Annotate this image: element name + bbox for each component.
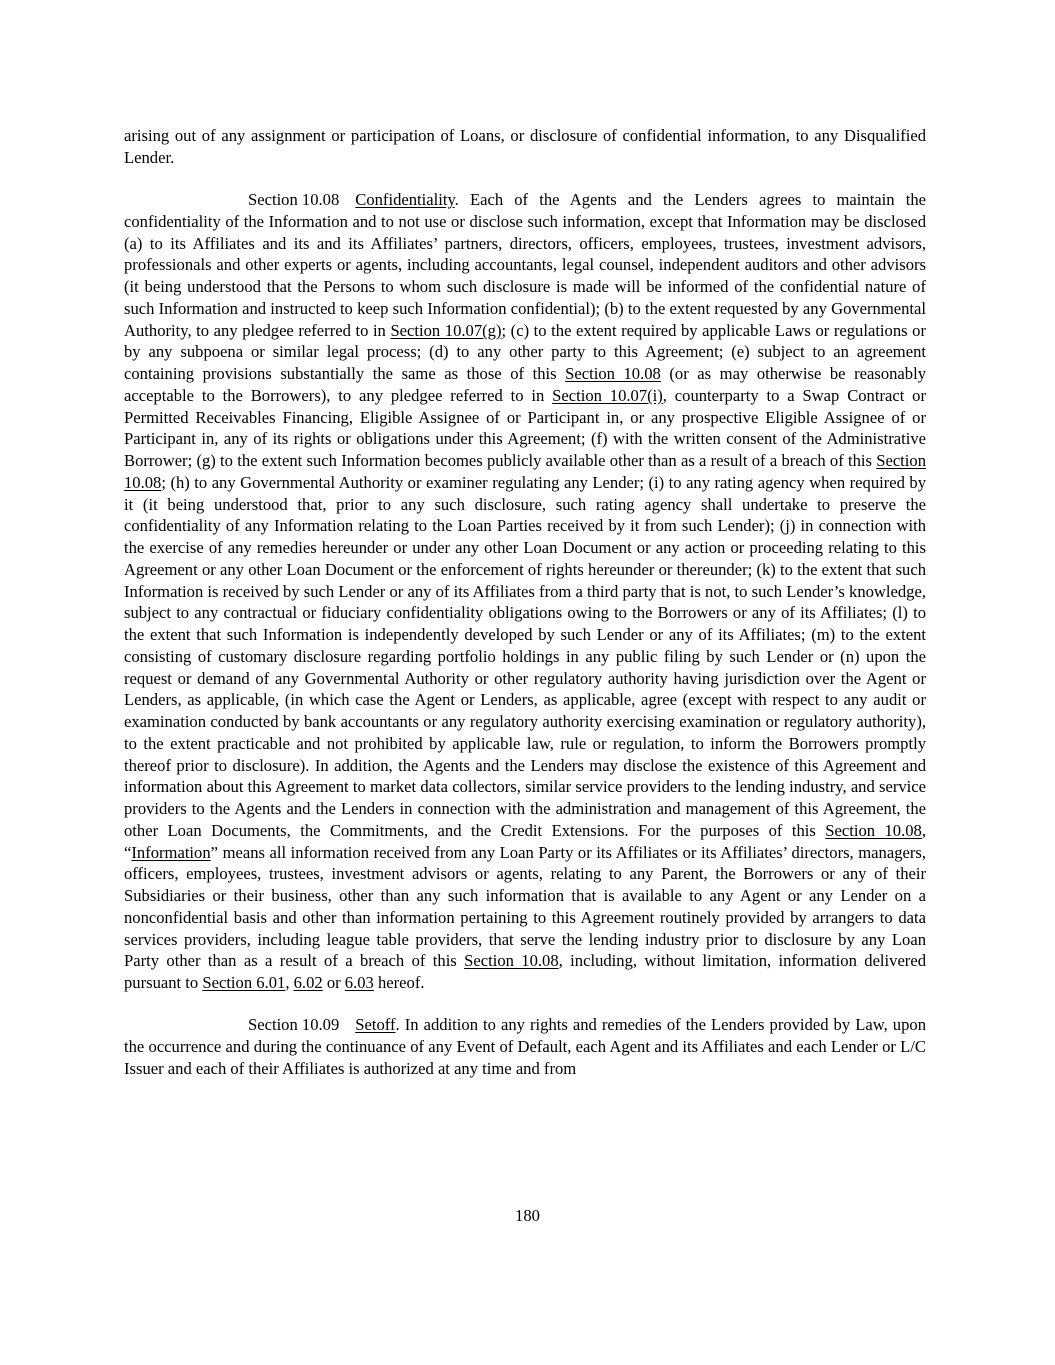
cross-reference: 6.02 [293,973,323,992]
cross-reference: Section 10.08 [565,364,661,383]
section-10-08-text-3: (or as may otherwise be reasonably acceptable to the Borrowers), to any pledgee referred to in [124,364,926,405]
section-10-08-text-9: , [285,973,294,992]
section-10-08-text-5: ; (h) to any Governmental Authority or examiner regulating any Lender; (i) to any rating agency when required by it (it being understood that, prior to any such disclosure, such rating agency shall undertake to preserve the confidentiality of any Information relating to the Loan Parties received by it from such Lender); (j) in connection with the exercise of any remedies hereunder or under any other Loan Document or any action or proceeding relating to this Agreement or any other Loan Document or the enforcement of rights hereunder or thereunder; (k) to the extent that such Information is received by such Lender or any of its Affiliates from a third party that is not, to such Lender’s knowledge, subject to any contractual or fiduciary confidentiality obligations owing to the Borrowers or any of its Affiliates; (l) to the extent that such Information is independently developed by such Lender or any of its Affiliates; (m) to the extent consisting of customary disclosure regarding portfolio holdings in any public filing by such Lender or (n) upon the request or demand of any Governmental Authority or other regulatory authority having jurisdiction over the Agent or Lenders, as applicable, (in which case the Agent or Lenders, as applicable, agree (except with respect to any audit or examination conducted by bank accountants or any regulatory authority exercising examination or regulatory authority), to the extent practicable and not prohibited by applicable law, rule or regulation, to inform the Borrowers promptly thereof prior to disclosure). In addition, the Agents and the Lenders may disclose the existence of this Agreement and information about this Agreement to market data collectors, similar service providers to the lending industry, and service providers to the Agents and the Lenders in connection with the administration and management of this Agreement, the other Loan Documents, the Commitments, and the Credit Extensions. For the purposes of this [124,472,926,840]
section-10-08-text-1: . Each of the Agents and the Lenders agrees to maintain the confidentiality of the Information and to not use or disclose such information, except that Information may be disclosed (a) to its Affiliates and its and its Affiliates’ partners, directors, officers, employees, trustees, investment advisors, professionals and other experts or agents, including accountants, legal counsel, independent auditors and other advisors (it being understood that the Persons to whom such disclosure is made will be informed of the confidential nature of such Information and instructed to keep such Information confidential); (b) to the extent requested by any Governmental Authority, to any pledgee referred to in [124,190,926,340]
defined-term: Information [131,842,211,862]
cross-reference: Section 6.01 [202,973,286,992]
section-10-08-text-4: , counterparty to a Swap Contract or Permitted Receivables Financing, Eligible Assignee of or Participant in, or any prospective Eligible Assignee of or Participant in, any of its rights or obligations under this Agreement; (f) with the written consent of the Administrative Borrower; (g) to the extent such Information becomes publicly available other than as a result of a breach of this [124,385,926,470]
section-10-09-text: . In addition to any rights and remedies of the Lenders provided by Law, upon the occurrence and during the continuance of any Event of Default, each Agent and its Affiliates and each Lender or L/C Issuer and each of their Affiliates is authorized at any time and from [124,1015,926,1078]
section-10-08-number: Section 10.08 [248,190,340,209]
section-10-08-text-6: , “ [124,820,926,862]
cross-reference: Section 10.07(i) [552,385,663,405]
section-10-08-text-2: ; (c) to the extent required by applicable Laws or regulations or by any subpoena or similar legal process; (d) to any other party to this Agreement; (e) subject to an agreement containing provisions substantially the same as those of this [124,320,926,383]
document-page [124,125,926,1080]
intro-paragraph [124,125,926,169]
section-10-08-text-11: hereof. [373,973,425,992]
section-10-08-text-7: ” means all information received from any Loan Party or its Affiliates or its Affiliates’ directors, managers, officers, employees, trustees, investment advisors or agents, relating to any Parent, the Borrowers or any of their Subsidiaries or their business, other than any such information that is available to any Agent or any Lender on a nonconfidential basis and other than information pertaining to this Agreement routinely provided by arrangers to data services providers, including league table providers, that serve the lending industry prior to disclosure by any Loan Party other than as a result of a breach of this [124,842,926,971]
section-10-08-text-10: or [322,973,345,992]
cross-reference: Section 10.08 [464,951,559,971]
cross-reference: Section 10.08 [825,820,922,840]
section-10-08-paragraph [124,189,926,994]
intro-text: arising out of any assignment or participation of Loans, or disclosure of confidential information, to any Disqualified Lender. [124,126,926,167]
cross-reference: 6.03 [344,973,374,992]
page-number: 180 [515,1206,540,1225]
section-10-08-text-8: , including, without limitation, information delivered pursuant to [124,951,926,992]
cross-reference: Section 10.08 [124,451,926,492]
section-10-09-paragraph [124,1014,926,1079]
section-10-08-title: Confidentiality [355,190,455,209]
section-10-09-title: Setoff [355,1015,396,1035]
cross-reference: Section 10.07(g) [390,320,502,340]
section-10-09-number: Section 10.09 [248,1015,340,1035]
